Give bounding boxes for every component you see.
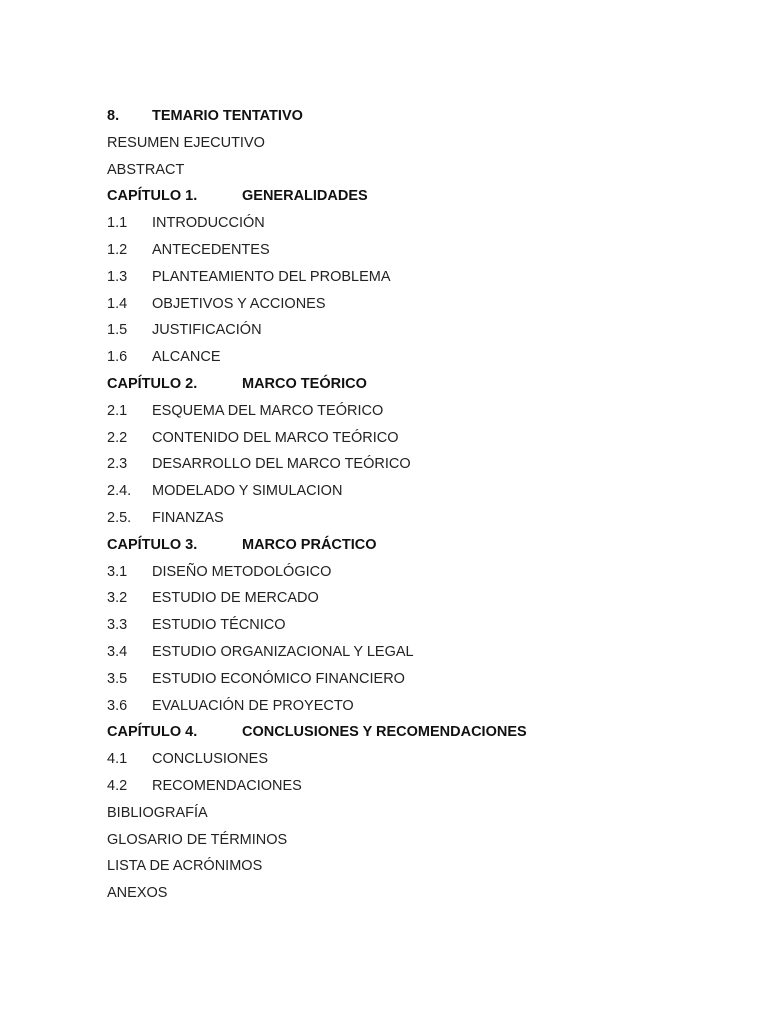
chapter-number: CAPÍTULO 3. — [107, 536, 198, 553]
toc-heading-title: TEMARIO TENTATIVO — [152, 108, 303, 124]
chapter-number: CAPÍTULO 1. — [107, 188, 198, 205]
toc-chapter-row — [107, 719, 727, 746]
toc-plain-row — [107, 880, 727, 907]
section-title: DESARROLLO DEL MARCO TEÓRICO — [152, 456, 411, 473]
section-title: DISEÑO METODOLÓGICO — [152, 563, 332, 580]
toc-section-row — [107, 237, 727, 264]
toc-section-row — [107, 398, 727, 425]
toc-section-row — [107, 478, 727, 505]
toc-section-row — [107, 559, 727, 586]
section-number: 2.2 — [107, 429, 128, 446]
toc-section-row — [107, 317, 727, 344]
chapter-title: MARCO TEÓRICO — [242, 375, 367, 392]
entry-title: BIBLIOGRAFÍA — [107, 804, 208, 821]
section-number: 1.6 — [107, 349, 128, 366]
section-title: MODELADO Y SIMULACION — [152, 483, 343, 500]
section-title: CONCLUSIONES — [152, 751, 269, 768]
toc-plain-row — [107, 853, 727, 880]
section-number: 1.1 — [107, 215, 128, 232]
section-title: RECOMENDACIONES — [152, 777, 302, 794]
section-title: ESTUDIO ORGANIZACIONAL Y LEGAL — [152, 643, 414, 660]
section-number: 2.4. — [107, 483, 132, 500]
toc-section-row — [107, 425, 727, 452]
toc-section-row — [107, 693, 727, 720]
toc-chapter-row — [107, 371, 727, 398]
section-title: OBJETIVOS Y ACCIONES — [152, 295, 326, 312]
toc-section-row — [107, 666, 727, 693]
toc-section-row — [107, 210, 727, 237]
section-title: ANTECEDENTES — [152, 241, 270, 258]
toc-plain-row — [107, 800, 727, 827]
section-number: 3.4 — [107, 643, 128, 660]
section-number: 1.2 — [107, 241, 128, 258]
section-number: 2.5. — [107, 509, 132, 526]
section-number: 3.6 — [107, 697, 128, 714]
toc-section-row — [107, 451, 727, 478]
section-number: 3.5 — [107, 670, 128, 687]
section-number: 1.5 — [107, 322, 128, 339]
section-title: ALCANCE — [152, 349, 221, 366]
section-title: EVALUACIÓN DE PROYECTO — [152, 697, 354, 714]
section-title: JUSTIFICACIÓN — [152, 322, 262, 339]
entry-title: RESUMEN EJECUTIVO — [107, 134, 265, 151]
toc-section-row — [107, 585, 727, 612]
toc-section-row — [107, 639, 727, 666]
section-number: 2.3 — [107, 456, 128, 473]
toc-section-row — [107, 264, 727, 291]
toc-plain-row — [107, 130, 727, 157]
toc-plain-row — [107, 827, 727, 854]
toc-section-row — [107, 291, 727, 318]
section-title: ESTUDIO ECONÓMICO FINANCIERO — [152, 670, 405, 687]
section-number: 1.4 — [107, 295, 128, 312]
section-title: PLANTEAMIENTO DEL PROBLEMA — [152, 268, 391, 285]
section-title: ESTUDIO TÉCNICO — [152, 617, 286, 634]
section-number: 2.1 — [107, 402, 128, 419]
chapter-number: CAPÍTULO 2. — [107, 375, 198, 392]
toc-section-row — [107, 505, 727, 532]
table-of-contents — [107, 103, 727, 907]
toc-heading-number: 8. — [107, 108, 120, 124]
section-number: 4.2 — [107, 777, 128, 794]
section-number: 3.1 — [107, 563, 128, 580]
toc-chapter-row — [107, 183, 727, 210]
section-number: 3.3 — [107, 617, 128, 634]
section-number: 3.2 — [107, 590, 128, 607]
entry-title: GLOSARIO DE TÉRMINOS — [107, 831, 288, 848]
entry-title: LISTA DE ACRÓNIMOS — [107, 858, 263, 875]
chapter-title: CONCLUSIONES Y RECOMENDACIONES — [242, 724, 527, 741]
toc-section-row — [107, 773, 727, 800]
toc-plain-row — [107, 157, 727, 184]
chapter-title: GENERALIDADES — [242, 188, 368, 205]
chapter-number: CAPÍTULO 4. — [107, 724, 198, 741]
section-title: ESQUEMA DEL MARCO TEÓRICO — [152, 402, 384, 419]
section-number: 4.1 — [107, 751, 128, 768]
toc-section-row — [107, 746, 727, 773]
section-title: CONTENIDO DEL MARCO TEÓRICO — [152, 429, 399, 446]
toc-heading — [107, 103, 727, 130]
toc-chapter-row — [107, 532, 727, 559]
section-title: ESTUDIO DE MERCADO — [152, 590, 319, 607]
section-title: FINANZAS — [152, 509, 224, 526]
section-title: INTRODUCCIÓN — [152, 215, 265, 232]
entry-title: ABSTRACT — [107, 161, 185, 178]
section-number: 1.3 — [107, 268, 128, 285]
chapter-title: MARCO PRÁCTICO — [242, 536, 377, 553]
toc-section-row — [107, 612, 727, 639]
entry-title: ANEXOS — [107, 885, 168, 902]
toc-section-row — [107, 344, 727, 371]
